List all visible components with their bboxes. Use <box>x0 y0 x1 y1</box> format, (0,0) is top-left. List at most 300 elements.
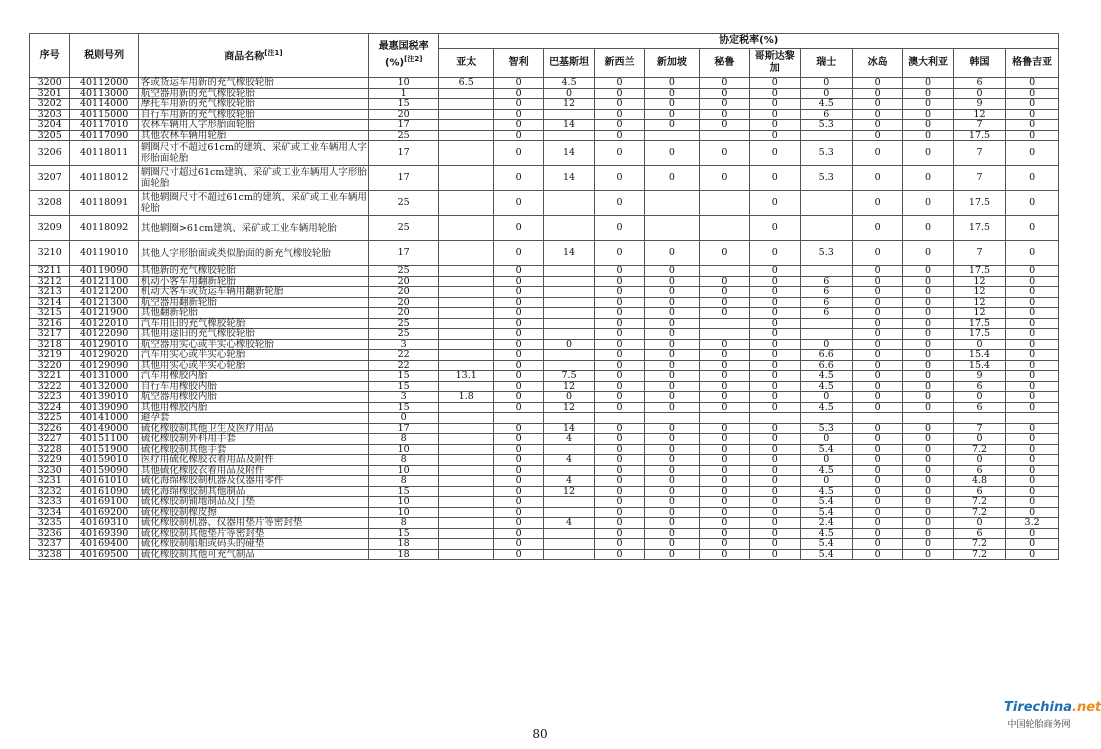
cell-rate: 0 <box>750 191 800 216</box>
cell-name: 辋圈尺寸超过61cm建筑、采矿或工业车辆用人字形胎面轮胎 <box>138 166 368 191</box>
cell-code: 40117010 <box>70 120 139 131</box>
cell-rate <box>439 120 493 131</box>
cell-rate: 0 <box>699 476 749 487</box>
cell-rate: 0 <box>903 120 953 131</box>
cell-rate <box>750 413 800 424</box>
cell-rate: 0 <box>1006 276 1059 287</box>
cell-seq: 3207 <box>30 166 70 191</box>
cell-rate: 0 <box>493 518 543 529</box>
cell-rate <box>699 413 749 424</box>
cell-rate: 12 <box>544 486 594 497</box>
cell-rate <box>800 413 852 424</box>
cell-rate: 0 <box>699 381 749 392</box>
cell-rate: 0 <box>645 465 699 476</box>
cell-name: 汽车用实心或半实心轮胎 <box>138 350 368 361</box>
cell-rate: 0 <box>493 402 543 413</box>
cell-rate: 0 <box>1006 241 1059 266</box>
cell-rate: 0 <box>699 549 749 560</box>
cell-rate: 4.5 <box>800 486 852 497</box>
cell-rate <box>699 191 749 216</box>
cell-rate: 0 <box>852 276 902 287</box>
cell-rate: 0 <box>750 266 800 277</box>
cell-rate: 0 <box>903 241 953 266</box>
cell-code: 40139090 <box>70 402 139 413</box>
cell-rate: 14 <box>544 120 594 131</box>
cell-seq: 3226 <box>30 423 70 434</box>
cell-name: 硫化橡胶制其他卫生及医疗用品 <box>138 423 368 434</box>
cell-rate: 0 <box>645 518 699 529</box>
cell-mfn: 8 <box>368 434 439 445</box>
table-row <box>30 371 1059 382</box>
cell-rate: 0 <box>750 329 800 340</box>
cell-mfn: 25 <box>368 191 439 216</box>
header-name <box>138 34 368 78</box>
cell-rate: 0 <box>1006 434 1059 445</box>
cell-rate: 5.4 <box>800 549 852 560</box>
cell-rate: 0 <box>645 78 699 89</box>
cell-rate: 0 <box>645 476 699 487</box>
cell-rate: 7.2 <box>953 444 1005 455</box>
cell-rate: 0 <box>852 371 902 382</box>
cell-rate: 0 <box>852 444 902 455</box>
table-row <box>30 507 1059 518</box>
cell-code: 40129090 <box>70 360 139 371</box>
cell-rate: 7 <box>953 241 1005 266</box>
cell-rate: 0 <box>493 130 543 141</box>
cell-rate: 0 <box>594 308 644 319</box>
cell-rate: 0 <box>493 78 543 89</box>
cell-rate: 0 <box>750 486 800 497</box>
cell-rate: 0 <box>594 507 644 518</box>
cell-rate: 0 <box>493 241 543 266</box>
cell-rate: 6 <box>800 109 852 120</box>
cell-rate: 0 <box>594 216 644 241</box>
cell-name: 硫化橡胶制机器、仪器用垫片等密封垫 <box>138 518 368 529</box>
cell-code: 40114000 <box>70 99 139 110</box>
table-row <box>30 549 1059 560</box>
cell-rate: 0 <box>1006 109 1059 120</box>
cell-rate <box>544 191 594 216</box>
cell-seq: 3214 <box>30 297 70 308</box>
cell-rate <box>439 130 493 141</box>
cell-rate <box>699 329 749 340</box>
cell-rate: 0 <box>645 88 699 99</box>
cell-mfn: 10 <box>368 497 439 508</box>
cell-rate <box>439 528 493 539</box>
cell-rate: 0 <box>750 120 800 131</box>
cell-rate <box>544 549 594 560</box>
cell-rate: 0 <box>1006 423 1059 434</box>
header-country: 巴基斯坦 <box>544 49 594 78</box>
cell-seq: 3234 <box>30 507 70 518</box>
cell-rate: 0 <box>645 444 699 455</box>
cell-rate <box>439 141 493 166</box>
cell-rate: 0 <box>953 339 1005 350</box>
header-country: 韩国 <box>953 49 1005 78</box>
header-mfn <box>368 34 439 78</box>
cell-rate: 0 <box>903 507 953 518</box>
cell-rate <box>439 497 493 508</box>
cell-rate: 0 <box>800 434 852 445</box>
cell-rate <box>544 266 594 277</box>
cell-name: 客或货运车用新的充气橡胶轮胎 <box>138 78 368 89</box>
cell-code: 40139010 <box>70 392 139 403</box>
cell-rate: 0 <box>645 528 699 539</box>
cell-mfn: 0 <box>368 413 439 424</box>
cell-rate: 0 <box>1006 371 1059 382</box>
cell-rate: 0 <box>493 339 543 350</box>
cell-rate: 0 <box>750 276 800 287</box>
cell-rate: 0 <box>903 360 953 371</box>
cell-rate: 4.5 <box>800 381 852 392</box>
header-country: 新加坡 <box>645 49 699 78</box>
cell-rate: 0 <box>903 528 953 539</box>
cell-rate: 0 <box>699 287 749 298</box>
cell-code: 40121200 <box>70 287 139 298</box>
cell-seq: 3230 <box>30 465 70 476</box>
table-row <box>30 465 1059 476</box>
cell-rate: 0 <box>1006 381 1059 392</box>
cell-rate: 0 <box>645 486 699 497</box>
cell-rate: 9 <box>953 371 1005 382</box>
cell-rate: 0 <box>645 141 699 166</box>
cell-rate <box>645 216 699 241</box>
cell-rate: 0 <box>1006 549 1059 560</box>
cell-rate: 7 <box>953 423 1005 434</box>
cell-rate: 0 <box>645 402 699 413</box>
cell-rate: 0 <box>594 99 644 110</box>
cell-rate: 0 <box>645 455 699 466</box>
cell-seq: 3204 <box>30 120 70 131</box>
cell-rate: 0 <box>493 266 543 277</box>
cell-rate: 0 <box>852 486 902 497</box>
cell-rate: 0 <box>645 266 699 277</box>
cell-rate: 0 <box>750 99 800 110</box>
cell-rate <box>439 434 493 445</box>
cell-mfn: 10 <box>368 507 439 518</box>
cell-rate: 0 <box>493 539 543 550</box>
table-row <box>30 444 1059 455</box>
cell-rate: 0 <box>645 120 699 131</box>
watermark-brand <box>1004 700 1101 715</box>
cell-rate: 5.3 <box>800 120 852 131</box>
cell-rate: 7.2 <box>953 497 1005 508</box>
cell-rate: 0 <box>1006 287 1059 298</box>
cell-rate: 0 <box>645 350 699 361</box>
cell-rate: 0 <box>903 99 953 110</box>
cell-rate <box>439 191 493 216</box>
cell-rate: 5.4 <box>800 539 852 550</box>
cell-mfn: 20 <box>368 297 439 308</box>
cell-name: 汽车用旧的充气橡胶轮胎 <box>138 318 368 329</box>
header-mfn-line2: (%) <box>384 57 405 69</box>
cell-rate: 0 <box>544 88 594 99</box>
cell-seq: 3203 <box>30 109 70 120</box>
cell-rate: 0 <box>750 455 800 466</box>
cell-rate <box>439 360 493 371</box>
cell-rate: 0 <box>903 392 953 403</box>
cell-rate: 0 <box>903 444 953 455</box>
cell-rate: 0 <box>594 455 644 466</box>
cell-rate: 0 <box>493 99 543 110</box>
watermark-text: 中国轮胎商务网 <box>1007 720 1071 730</box>
cell-code: 40121100 <box>70 276 139 287</box>
table-row <box>30 318 1059 329</box>
cell-seq: 3220 <box>30 360 70 371</box>
cell-code: 40151100 <box>70 434 139 445</box>
cell-rate: 0 <box>594 371 644 382</box>
cell-rate <box>439 444 493 455</box>
cell-rate: 6 <box>953 381 1005 392</box>
header-name-text: 商品名称 <box>224 51 265 63</box>
cell-rate: 6.5 <box>439 78 493 89</box>
cell-name: 航空器用实心或半实心橡胶轮胎 <box>138 339 368 350</box>
cell-rate: 0 <box>493 318 543 329</box>
cell-rate: 0 <box>903 497 953 508</box>
cell-rate <box>544 318 594 329</box>
cell-code: 40169310 <box>70 518 139 529</box>
cell-rate: 0 <box>750 130 800 141</box>
cell-rate <box>544 465 594 476</box>
cell-rate: 0 <box>750 88 800 99</box>
cell-rate: 0 <box>953 455 1005 466</box>
cell-code: 40129010 <box>70 339 139 350</box>
cell-name: 其他用途旧的充气橡胶轮胎 <box>138 329 368 340</box>
cell-rate <box>544 528 594 539</box>
cell-rate: 14 <box>544 423 594 434</box>
cell-seq: 3225 <box>30 413 70 424</box>
table-row <box>30 216 1059 241</box>
cell-mfn: 18 <box>368 539 439 550</box>
cell-rate: 0 <box>750 318 800 329</box>
cell-code: 40169500 <box>70 549 139 560</box>
cell-rate: 0 <box>699 339 749 350</box>
cell-rate: 0 <box>594 518 644 529</box>
cell-name: 机动小客车用翻新轮胎 <box>138 276 368 287</box>
cell-code: 40159090 <box>70 465 139 476</box>
table-row <box>30 518 1059 529</box>
cell-rate: 0 <box>493 549 543 560</box>
cell-rate: 0 <box>699 78 749 89</box>
cell-rate <box>699 130 749 141</box>
cell-rate: 0 <box>594 318 644 329</box>
cell-mfn: 8 <box>368 518 439 529</box>
header-country: 亚太 <box>439 49 493 78</box>
cell-rate <box>800 266 852 277</box>
cell-rate: 0 <box>1006 141 1059 166</box>
cell-mfn: 15 <box>368 381 439 392</box>
cell-code: 40121900 <box>70 308 139 319</box>
cell-rate: 0 <box>594 497 644 508</box>
cell-rate: 0 <box>493 455 543 466</box>
cell-name: 航空器用新的充气橡胶轮胎 <box>138 88 368 99</box>
cell-rate: 0 <box>594 78 644 89</box>
cell-mfn: 10 <box>368 465 439 476</box>
cell-rate: 0 <box>1006 392 1059 403</box>
cell-rate: 0 <box>493 465 543 476</box>
cell-rate: 0 <box>750 423 800 434</box>
cell-rate: 0 <box>699 297 749 308</box>
cell-code: 40122010 <box>70 318 139 329</box>
cell-name: 其他辋圈>61cm建筑、采矿或工业车辆用轮胎 <box>138 216 368 241</box>
cell-rate: 0 <box>903 130 953 141</box>
cell-rate: 17.5 <box>953 191 1005 216</box>
cell-mfn: 25 <box>368 329 439 340</box>
cell-rate: 0 <box>852 392 902 403</box>
cell-rate: 0 <box>594 549 644 560</box>
cell-rate <box>439 241 493 266</box>
cell-rate: 0 <box>699 434 749 445</box>
cell-rate: 0 <box>594 350 644 361</box>
cell-rate: 5.3 <box>800 423 852 434</box>
cell-rate: 0 <box>852 166 902 191</box>
cell-rate: 0 <box>852 549 902 560</box>
cell-rate <box>594 413 644 424</box>
cell-rate: 0 <box>852 308 902 319</box>
cell-name: 避孕套 <box>138 413 368 424</box>
cell-rate: 0 <box>1006 350 1059 361</box>
cell-seq: 3224 <box>30 402 70 413</box>
header-country: 哥斯达黎加 <box>750 49 800 78</box>
cell-rate: 0 <box>594 276 644 287</box>
cell-rate: 0 <box>1006 497 1059 508</box>
cell-rate: 0 <box>800 78 852 89</box>
cell-rate: 9 <box>953 99 1005 110</box>
cell-code: 40131000 <box>70 371 139 382</box>
cell-code: 40169100 <box>70 497 139 508</box>
cell-rate: 0 <box>594 423 644 434</box>
cell-rate: 0 <box>493 507 543 518</box>
cell-seq: 3208 <box>30 191 70 216</box>
cell-rate: 4 <box>544 518 594 529</box>
cell-rate: 0 <box>594 297 644 308</box>
cell-code: 40119090 <box>70 266 139 277</box>
cell-rate: 0 <box>699 465 749 476</box>
cell-rate: 0 <box>750 287 800 298</box>
cell-rate: 0 <box>699 455 749 466</box>
cell-rate: 0 <box>852 350 902 361</box>
cell-rate: 0 <box>699 99 749 110</box>
cell-rate <box>544 287 594 298</box>
cell-mfn: 22 <box>368 350 439 361</box>
cell-code: 40161010 <box>70 476 139 487</box>
cell-mfn: 25 <box>368 216 439 241</box>
cell-mfn: 3 <box>368 339 439 350</box>
header-country: 冰岛 <box>852 49 902 78</box>
cell-rate: 0 <box>903 318 953 329</box>
cell-rate: 0 <box>699 392 749 403</box>
cell-rate: 17.5 <box>953 318 1005 329</box>
cell-mfn: 15 <box>368 528 439 539</box>
cell-rate <box>800 130 852 141</box>
cell-rate: 0 <box>852 476 902 487</box>
cell-rate: 6 <box>953 528 1005 539</box>
cell-rate: 0 <box>852 88 902 99</box>
cell-rate: 0 <box>1006 539 1059 550</box>
cell-mfn: 17 <box>368 120 439 131</box>
cell-rate: 0 <box>1006 528 1059 539</box>
cell-name: 硫化海绵橡胶制其他制品 <box>138 486 368 497</box>
cell-rate: 0 <box>852 455 902 466</box>
cell-rate: 0 <box>493 166 543 191</box>
cell-mfn: 20 <box>368 276 439 287</box>
cell-rate: 0 <box>699 539 749 550</box>
table-row <box>30 476 1059 487</box>
cell-mfn: 3 <box>368 392 439 403</box>
cell-rate: 0 <box>903 88 953 99</box>
cell-rate: 0 <box>493 329 543 340</box>
cell-rate: 0 <box>852 381 902 392</box>
cell-rate: 15.4 <box>953 350 1005 361</box>
cell-rate: 6 <box>953 78 1005 89</box>
cell-rate <box>439 413 493 424</box>
cell-rate: 0 <box>1006 486 1059 497</box>
cell-rate: 0 <box>750 465 800 476</box>
cell-code: 40169200 <box>70 507 139 518</box>
cell-code: 40122090 <box>70 329 139 340</box>
cell-rate: 4 <box>544 455 594 466</box>
cell-rate: 0 <box>1006 78 1059 89</box>
cell-rate: 0 <box>594 141 644 166</box>
cell-code: 40149000 <box>70 423 139 434</box>
cell-rate: 14 <box>544 141 594 166</box>
cell-code: 40129020 <box>70 350 139 361</box>
cell-rate: 12 <box>544 99 594 110</box>
cell-rate: 0 <box>594 360 644 371</box>
cell-rate: 4.5 <box>800 371 852 382</box>
cell-rate <box>544 109 594 120</box>
cell-rate <box>645 130 699 141</box>
cell-rate: 0 <box>493 371 543 382</box>
cell-seq: 3237 <box>30 539 70 550</box>
cell-rate <box>544 297 594 308</box>
cell-rate: 0 <box>1006 166 1059 191</box>
cell-rate <box>439 88 493 99</box>
cell-rate: 17.5 <box>953 266 1005 277</box>
watermark-brand-sub: .net <box>1072 700 1101 715</box>
table-row <box>30 339 1059 350</box>
cell-seq: 3235 <box>30 518 70 529</box>
cell-rate: 0 <box>594 402 644 413</box>
cell-rate: 0 <box>1006 88 1059 99</box>
cell-rate: 0 <box>852 402 902 413</box>
cell-rate: 0 <box>493 350 543 361</box>
header-country: 澳大利亚 <box>903 49 953 78</box>
cell-rate: 0 <box>852 130 902 141</box>
cell-rate: 0 <box>903 78 953 89</box>
cell-name: 其他农林车辆用轮胎 <box>138 130 368 141</box>
cell-rate: 7.5 <box>544 371 594 382</box>
table-row <box>30 88 1059 99</box>
cell-seq: 3231 <box>30 476 70 487</box>
cell-rate: 0 <box>903 329 953 340</box>
cell-rate: 0 <box>645 497 699 508</box>
cell-rate <box>439 308 493 319</box>
cell-rate: 0 <box>645 109 699 120</box>
header-agreement: 协定税率(%) <box>439 34 1059 49</box>
cell-rate: 0 <box>645 549 699 560</box>
cell-rate: 0 <box>493 191 543 216</box>
cell-rate: 0 <box>953 434 1005 445</box>
cell-rate: 0 <box>750 109 800 120</box>
cell-mfn: 20 <box>368 287 439 298</box>
cell-rate: 0 <box>750 308 800 319</box>
cell-rate: 0 <box>750 141 800 166</box>
cell-rate <box>699 266 749 277</box>
cell-rate: 0 <box>594 120 644 131</box>
cell-rate: 0 <box>903 216 953 241</box>
cell-rate: 0 <box>1006 507 1059 518</box>
